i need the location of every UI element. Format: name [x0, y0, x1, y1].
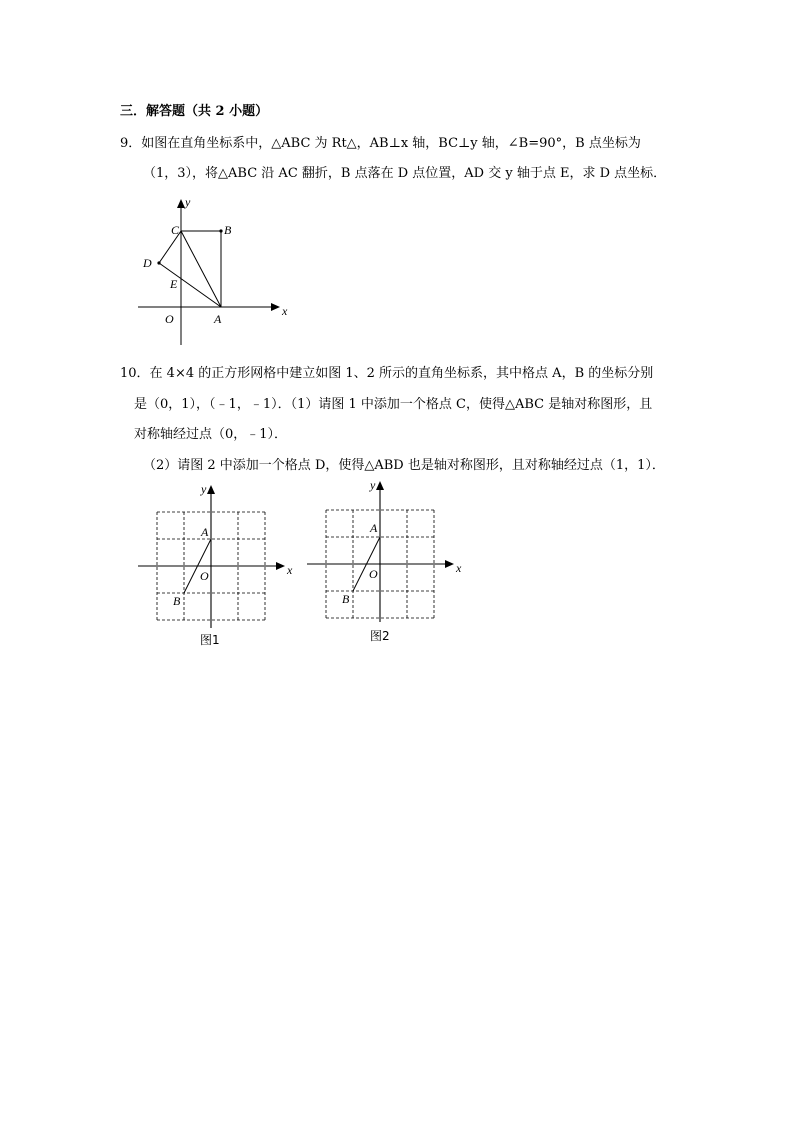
q10-figure1-caption: 图1 [200, 633, 220, 647]
q10-text-line3: 对称轴经过点（0，﹣1）． [134, 427, 288, 442]
q10-figure2-y-arrow [376, 481, 384, 490]
q9-x-axis-arrow [271, 303, 280, 311]
q10-figure2-label-O: O [369, 567, 378, 581]
q9-y-axis-arrow [177, 199, 185, 208]
q10-text-line1: 10．在 4×4 的正方形网格中建立如图 1、2 所示的直角坐标系，其中格点 A，B 的坐标分别 [120, 366, 654, 381]
q10-figure2-label-y: y [370, 478, 376, 492]
q10-figure2-x-arrow [445, 560, 454, 568]
q9-figure [130, 195, 300, 350]
q9-segment-DA [159, 263, 221, 307]
q9-point-B [219, 229, 222, 232]
q10-figure2-label-A: A [370, 521, 378, 535]
q10-text-line4: （2）请图 2 中添加一个格点 D，使得△ABD 也是轴对称图形，且对称轴经过点（1，1）． [143, 458, 665, 473]
q10-figure1-label-B: B [173, 594, 181, 608]
q9-label-B: B [224, 223, 232, 237]
q10-figure1-x-arrow [276, 562, 285, 570]
q9-label-E: E [170, 277, 178, 291]
q9-label-A: A [214, 312, 222, 326]
q10-figure1-label-O: O [200, 569, 209, 583]
q9-point-D [157, 261, 160, 264]
q9-label-C: C [171, 223, 180, 237]
q10-figure1-label-A: A [201, 525, 209, 539]
q10-figure1-label-y: y [201, 482, 207, 496]
q10-text-line2: 是（0，1），（﹣1，﹣1）．（1）请图 1 中添加一个格点 C，使得△ABC 是轴对称图形，且 [134, 397, 653, 412]
q10-figure1-y-arrow [207, 485, 215, 494]
q9-label-x: x [282, 304, 288, 318]
q10-figure2-label-x: x [456, 561, 462, 575]
q10-figure1-label-x: x [287, 563, 293, 577]
q9-label-y: y [185, 195, 191, 209]
q10-figure1 [135, 480, 300, 630]
q9-segment-CA [181, 231, 221, 307]
section-title: 三．解答题（共 2 小题） [120, 104, 269, 119]
q9-text-line2: （1，3），将△ABC 沿 AC 翻折，B 点落在 D 点位置，AD 交 y 轴于点 E，求 D 点坐标． [143, 166, 667, 181]
q9-label-D: D [143, 256, 152, 270]
q10-figure2 [304, 476, 469, 626]
q9-label-O: O [165, 312, 174, 326]
q9-text-line1: 9．如图在直角坐标系中，△ABC 为 Rt△，AB⊥x 轴，BC⊥y 轴，∠B=90°，B 点坐标为 [120, 136, 641, 151]
q10-figure2-label-B: B [342, 592, 350, 606]
q10-figure2-caption: 图2 [370, 629, 390, 643]
